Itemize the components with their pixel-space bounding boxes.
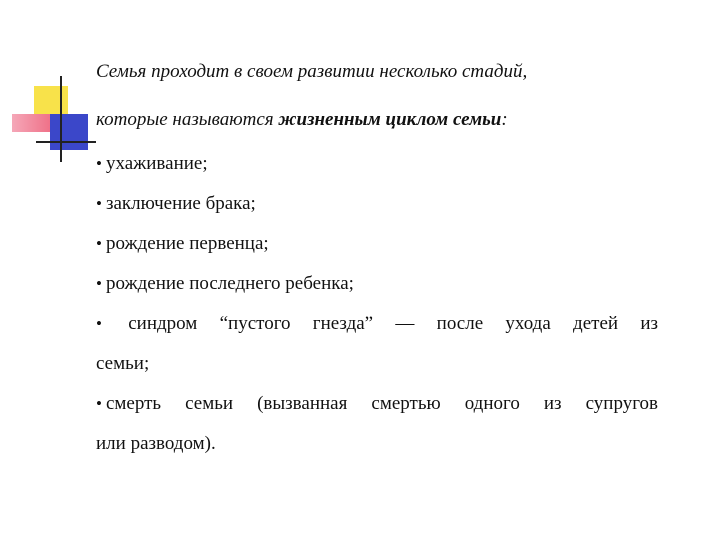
decorative-corner-graphic: [0, 0, 100, 170]
list-item: [96, 184, 658, 224]
bullet-icon: •: [96, 314, 102, 333]
vertical-line: [60, 76, 62, 162]
list-item: [96, 304, 658, 384]
intro-line-2-prefix: которые называются: [96, 109, 279, 130]
intro-emphasis: жизненным циклом семьи: [278, 109, 502, 130]
list-item: [96, 384, 658, 464]
list-item: [96, 224, 658, 264]
bullet-icon: •: [96, 194, 102, 213]
intro-paragraph: [96, 48, 658, 144]
stages-list: [96, 144, 658, 464]
list-item-text: смерть семьи (вызванная смертью одного из супругов: [105, 393, 658, 414]
list-item: [96, 264, 658, 304]
intro-line-2-suffix: :: [501, 109, 508, 130]
list-item-continuation: или разводом).: [96, 433, 216, 454]
list-item-text: ухаживание;: [105, 153, 208, 174]
list-item-line: [96, 304, 658, 344]
list-item-text: синдром “пустого гнезда” — после ухода детей из: [128, 313, 658, 334]
slide-content: [96, 48, 658, 464]
list-item-line: [96, 384, 658, 424]
list-item-text: рождение последнего ребенка;: [105, 273, 354, 294]
list-item-text: рождение первенца;: [105, 233, 269, 254]
horizontal-line: [36, 141, 96, 143]
bullet-icon: •: [96, 154, 102, 173]
blue-square: [50, 114, 88, 150]
bullet-icon: •: [96, 234, 102, 253]
bullet-icon: •: [96, 274, 102, 293]
list-item-text: заключение брака;: [105, 193, 256, 214]
list-item-continuation: семьи;: [96, 353, 150, 374]
list-item: [96, 144, 658, 184]
intro-line-1: Семья проходит в своем развитии несколько стадий,: [96, 61, 528, 82]
pink-bar: [12, 114, 52, 132]
bullet-icon: •: [96, 394, 102, 413]
